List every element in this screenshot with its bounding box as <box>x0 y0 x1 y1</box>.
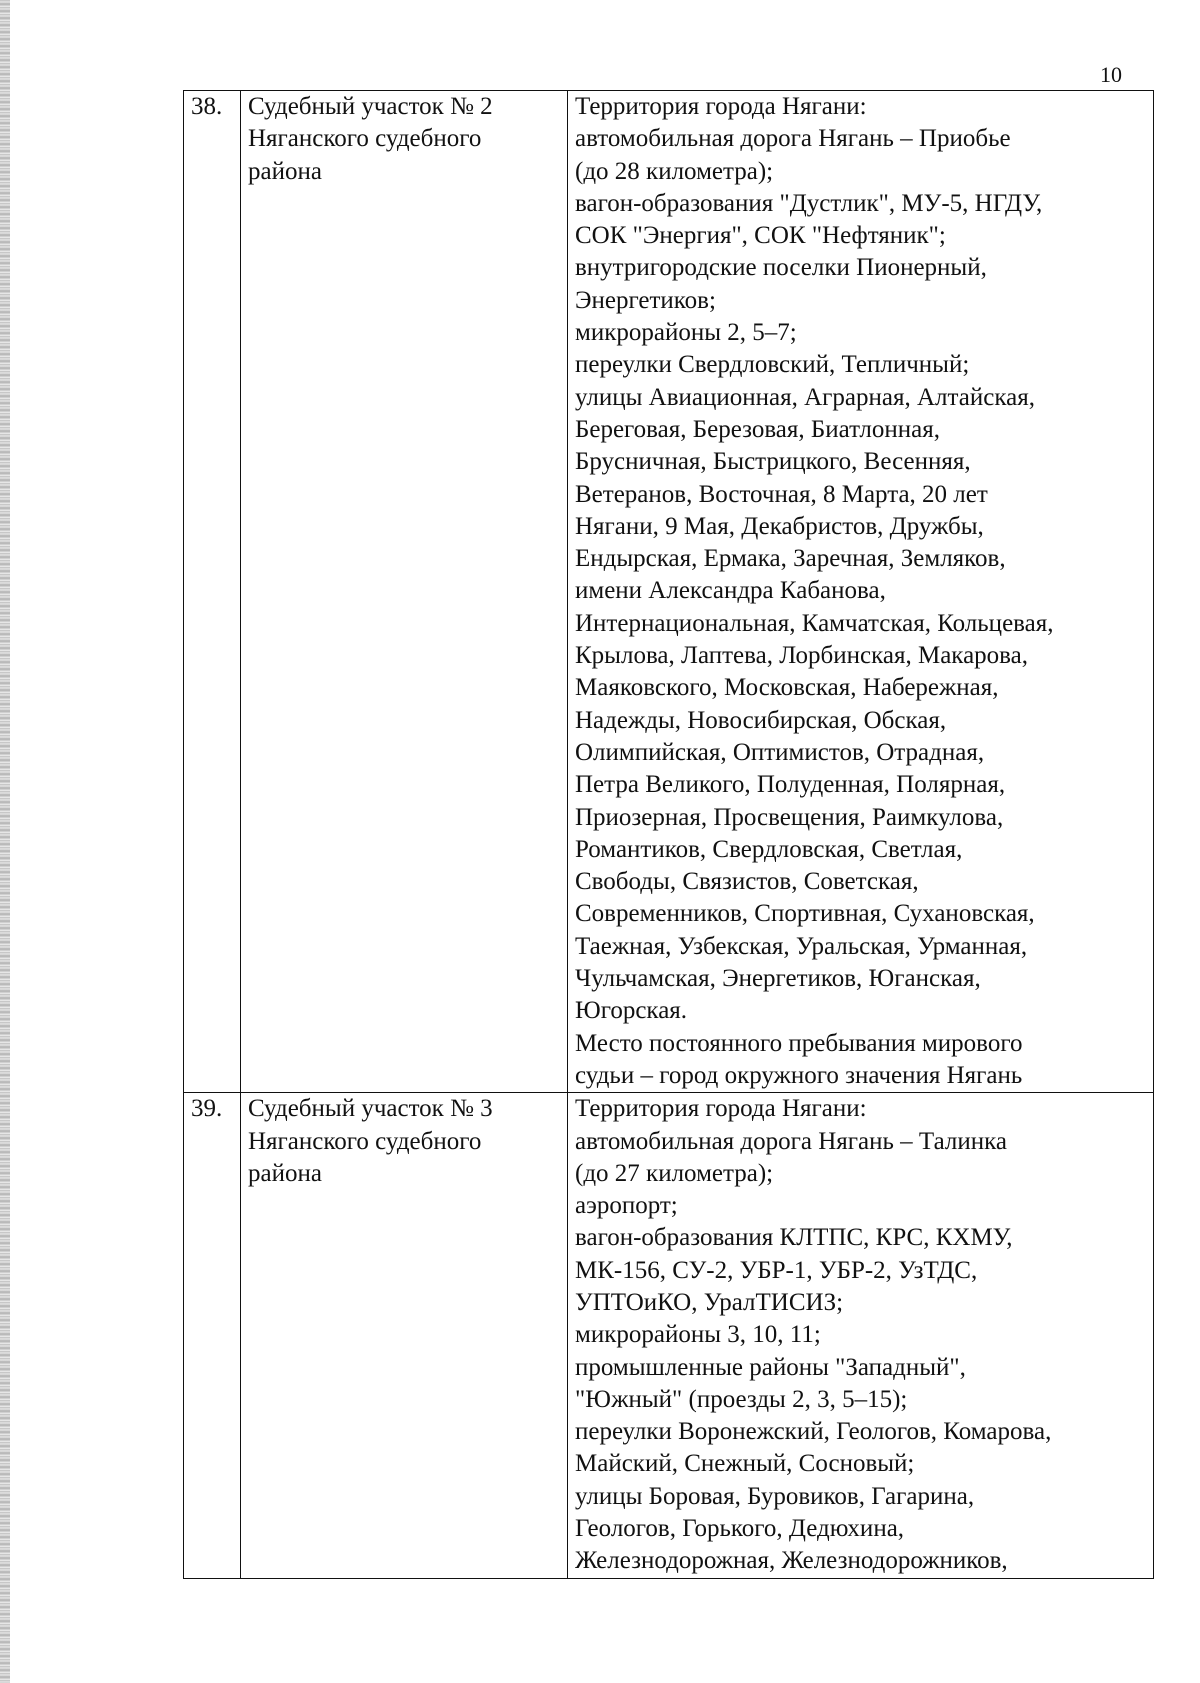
district-name-line: Судебный участок № 3 <box>248 1095 493 1123</box>
territory-line: Романтиков, Свердловская, Светлая, <box>575 835 963 863</box>
territory-line: Олимпийская, Оптимистов, Отрадная, <box>575 738 985 766</box>
court-districts-table <box>183 90 1154 1579</box>
territory-line: Береговая, Березовая, Биатлонная, <box>575 415 940 443</box>
territory-line: Территория города Нягани: <box>575 1095 867 1123</box>
territory-line: Территория города Нягани: <box>575 93 867 120</box>
territory-line: Таежная, Узбекская, Уральская, Урманная, <box>575 932 1028 960</box>
territory-line: Интернациональная, Камчатская, Кольцевая, <box>575 609 1054 637</box>
territory-description <box>568 1093 1154 1578</box>
territory-description <box>568 91 1154 1093</box>
table-row <box>184 91 1154 1093</box>
territory-line: (до 27 километра); <box>575 1159 774 1187</box>
district-name-line: района <box>248 1159 322 1187</box>
territory-line: вагон-образования "Дустлик", МУ-5, НГДУ, <box>575 189 1043 217</box>
territory-line: Свободы, Связистов, Советская, <box>575 868 919 896</box>
territory-line: Железнодорожная, Железнодорожников, <box>575 1547 1008 1575</box>
territory-line: промышленные районы "Западный", <box>575 1353 966 1381</box>
territory-line: УПТОиКО, УралТИСИЗ; <box>575 1288 844 1316</box>
territory-line: Нягани, 9 Мая, Декабристов, Дружбы, <box>575 512 984 540</box>
district-name-line: Няганского судебного <box>248 125 482 153</box>
district-name-line: Судебный участок № 2 <box>248 93 493 120</box>
district-name-line: Няганского судебного <box>248 1127 482 1155</box>
territory-line: Петра Великого, Полуденная, Полярная, <box>575 771 1006 799</box>
table-body <box>184 91 1154 1579</box>
territory-line: Маяковского, Московская, Набережная, <box>575 674 999 702</box>
territory-line: "Южный" (проезды 2, 3, 5–15); <box>575 1385 908 1413</box>
territory-line: Геологов, Горького, Дедюхина, <box>575 1515 905 1543</box>
territory-line: МК-156, СУ-2, УБР-1, УБР-2, УзТДС, <box>575 1256 978 1284</box>
court-district-name <box>241 1093 568 1578</box>
territory-line: Ендырская, Ермака, Заречная, Земляков, <box>575 545 1006 573</box>
table-row <box>184 1093 1154 1578</box>
territory-line: переулки Свердловский, Тепличный; <box>575 351 970 379</box>
territory-line: Приозерная, Просвещения, Раимкулова, <box>575 803 1004 831</box>
territory-line: (до 28 километра); <box>575 157 774 185</box>
territory-line: Ветеранов, Восточная, 8 Марта, 20 лет <box>575 480 988 508</box>
territory-line: микрорайоны 3, 10, 11; <box>575 1321 821 1349</box>
territory-line: автомобильная дорога Нягань – Талинка <box>575 1127 1007 1155</box>
territory-line: улицы Авиационная, Аграрная, Алтайская, <box>575 383 1035 411</box>
territory-line: улицы Боровая, Буровиков, Гагарина, <box>575 1482 975 1510</box>
territory-line: Современников, Спортивная, Сухановская, <box>575 900 1035 928</box>
territory-line: микрорайоны 2, 5–7; <box>575 319 797 347</box>
territory-line: переулки Воронежский, Геологов, Комарова, <box>575 1418 1052 1446</box>
district-name-line: района <box>248 157 322 185</box>
territory-line: Майский, Снежный, Сосновый; <box>575 1450 915 1478</box>
territory-line: судьи – город окружного значения Нягань <box>575 1061 1023 1089</box>
territory-line: Чульчамская, Энергетиков, Юганская, <box>575 965 981 993</box>
territory-line: имени Александра Кабанова, <box>575 577 886 605</box>
territory-line: Энергетиков; <box>575 286 716 314</box>
territory-line: автомобильная дорога Нягань – Приобье <box>575 125 1011 153</box>
scan-edge-shadow <box>0 0 10 1683</box>
row-number: 39. <box>184 1093 241 1578</box>
territory-line: внутригородские поселки Пионерный, <box>575 254 987 282</box>
territory-line: аэропорт; <box>575 1192 678 1220</box>
territory-line: вагон-образования КЛТПС, КРС, КХМУ, <box>575 1224 1013 1252</box>
territory-line: Место постоянного пребывания мирового <box>575 1029 1023 1057</box>
territory-line: Крылова, Лаптева, Лорбинская, Макарова, <box>575 642 1028 670</box>
territory-line: Брусничная, Быстрицкого, Весенняя, <box>575 448 971 476</box>
territory-line: Югорская. <box>575 997 688 1025</box>
page-number: 10 <box>1100 62 1122 87</box>
territory-line: Надежды, Новосибирская, Обская, <box>575 706 947 734</box>
court-district-name <box>241 91 568 1093</box>
territory-line: СОК "Энергия", СОК "Нефтяник"; <box>575 222 946 250</box>
row-number: 38. <box>184 91 241 1093</box>
